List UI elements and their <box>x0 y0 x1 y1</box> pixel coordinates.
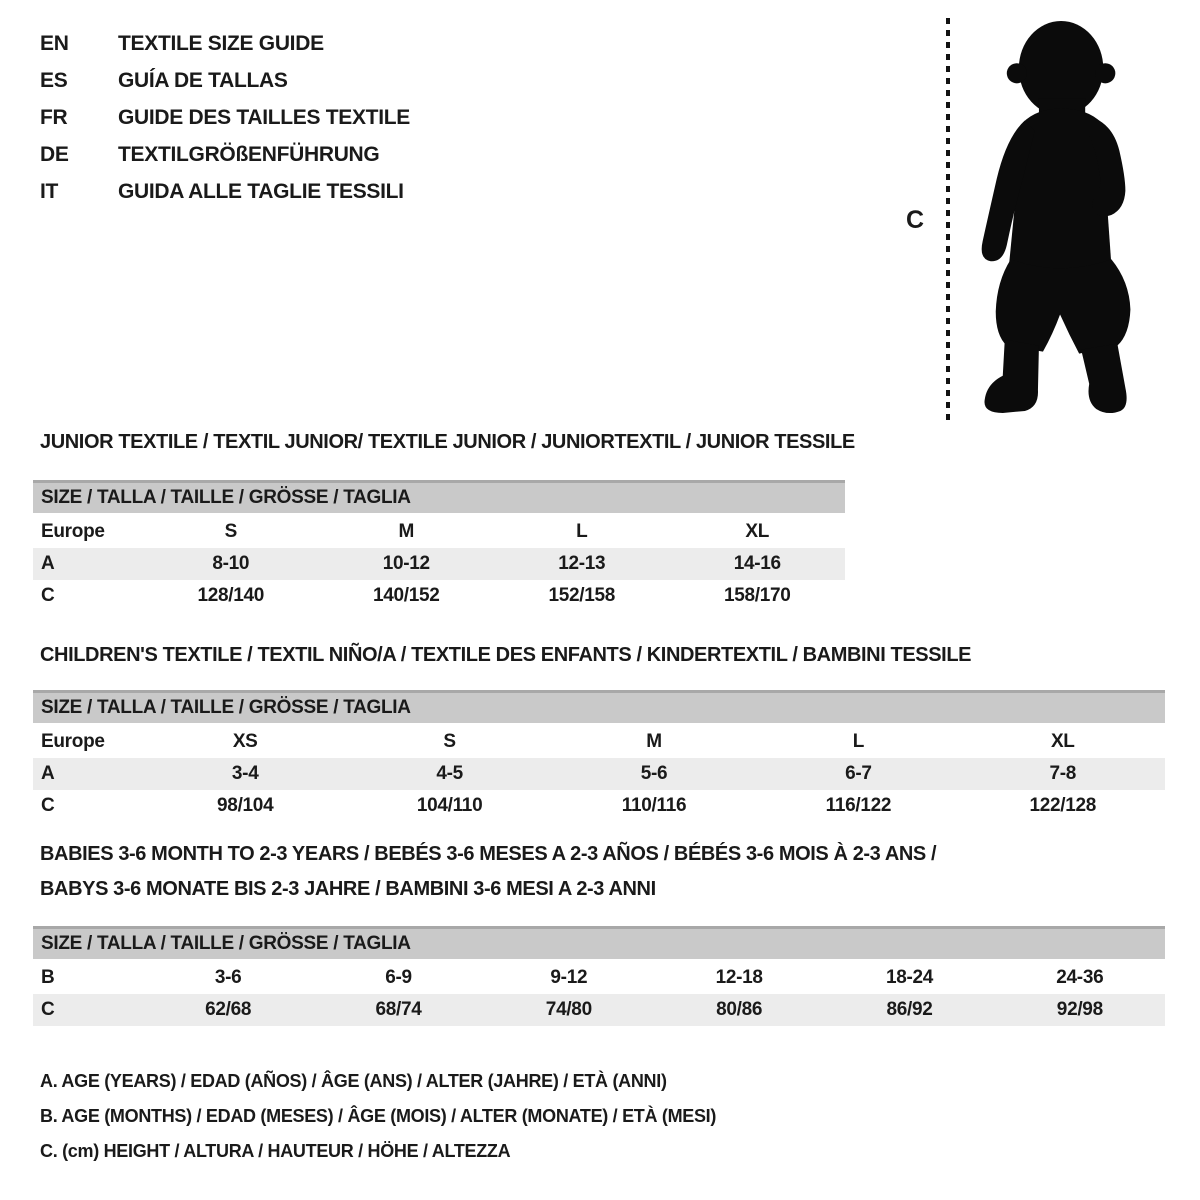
row-label: C <box>41 585 55 606</box>
table-row-height <box>33 994 1165 1026</box>
table-cell: 98/104 <box>217 795 274 816</box>
toddler-silhouette-image <box>958 18 1140 420</box>
language-title: TEXTILGRÖßENFÜHRUNG <box>118 143 380 166</box>
junior-size-table <box>33 480 845 612</box>
table-row-age <box>33 758 1165 790</box>
table-cell: 9-12 <box>550 967 588 988</box>
table-row-europe <box>33 726 1165 758</box>
language-title-list <box>40 25 410 210</box>
language-title: GUÍA DE TALLAS <box>118 69 288 92</box>
row-label: Europe <box>41 521 105 542</box>
table-row-height <box>33 580 845 612</box>
language-code: FR <box>40 106 68 129</box>
table-row-age <box>33 548 845 580</box>
babies-section-title-line1: BABIES 3-6 MONTH TO 2-3 YEARS / BEBÉS 3-6 MESES A 2-3 AÑOS / BÉBÉS 3-6 MOIS À 2-3 ANS / <box>40 843 937 865</box>
table-cell: 7-8 <box>1049 763 1077 784</box>
table-cell: 4-5 <box>436 763 463 784</box>
height-measure-label: C <box>906 206 925 234</box>
junior-section-title: JUNIOR TEXTILE / TEXTIL JUNIOR/ TEXTILE JUNIOR / JUNIORTEXTIL / JUNIOR TESSILE <box>40 431 855 453</box>
row-label: Europe <box>41 731 105 752</box>
table-cell: 6-9 <box>385 967 412 988</box>
table-cell: 3-4 <box>231 763 259 784</box>
table-cell: 10-12 <box>382 553 430 574</box>
children-section-title: CHILDREN'S TEXTILE / TEXTIL NIÑO/A / TEXTILE DES ENFANTS / KINDERTEXTIL / BAMBINI TESSILE <box>40 644 972 666</box>
table-cell: 14-16 <box>733 553 781 574</box>
table-cell: XS <box>232 731 258 752</box>
table-cell: XL <box>1050 731 1075 752</box>
language-row-de <box>40 136 410 173</box>
language-row-fr <box>40 99 410 136</box>
height-measure-dashed-line <box>946 18 950 420</box>
table-cell: 5-6 <box>640 763 668 784</box>
table-cell: S <box>224 521 237 542</box>
table-cell: 18-24 <box>885 967 934 988</box>
row-label: C <box>41 999 55 1020</box>
row-label: A <box>41 553 55 574</box>
table-cell: 62/68 <box>205 999 252 1020</box>
table-cell: 128/140 <box>197 585 265 606</box>
table-cell: 12-18 <box>715 967 763 988</box>
legend-line-a: A. AGE (YEARS) / EDAD (AÑOS) / ÂGE (ANS) / ALTER (JAHRE) / ETÀ (ANNI) <box>40 1071 667 1091</box>
table-row-europe <box>33 516 845 548</box>
table-cell: XL <box>745 521 770 542</box>
table-cell: M <box>646 731 662 752</box>
table-cell: 3-6 <box>214 967 242 988</box>
table-cell: L <box>576 521 588 542</box>
table-cell: L <box>852 731 865 752</box>
table-cell: 104/110 <box>416 795 483 816</box>
table-cell: 24-36 <box>1056 967 1104 988</box>
table-cell: M <box>398 521 415 542</box>
language-code: EN <box>40 32 69 55</box>
language-code: DE <box>40 143 69 166</box>
language-row-it <box>40 173 410 210</box>
table-cell: 152/158 <box>548 585 616 606</box>
row-label: C <box>41 795 55 816</box>
table-cell: 12-13 <box>558 553 606 574</box>
row-label: B <box>41 967 55 988</box>
size-table-header: SIZE / TALLA / TAILLE / GRÖSSE / TAGLIA <box>33 480 845 513</box>
babies-size-table <box>33 926 1165 1026</box>
table-cell: 68/74 <box>375 999 422 1020</box>
language-code: ES <box>40 69 68 92</box>
language-title: GUIDE DES TAILLES TEXTILE <box>118 106 410 129</box>
language-row-es <box>40 62 410 99</box>
table-cell: 140/152 <box>372 585 440 606</box>
babies-section-title-line2: BABYS 3-6 MONATE BIS 2-3 JAHRE / BAMBINI 3-6 MESI A 2-3 ANNI <box>40 878 656 900</box>
row-label: A <box>41 763 55 784</box>
table-cell: 110/116 <box>621 795 687 816</box>
table-row-height <box>33 790 1165 822</box>
table-cell: 122/128 <box>1029 795 1097 816</box>
language-row-en <box>40 25 410 62</box>
legend-line-c: C. (cm) HEIGHT / ALTURA / HAUTEUR / HÖHE / ALTEZZA <box>40 1141 511 1161</box>
size-table-header: SIZE / TALLA / TAILLE / GRÖSSE / TAGLIA <box>33 926 1165 959</box>
table-row-age-months <box>33 962 1165 994</box>
language-title: GUIDA ALLE TAGLIE TESSILI <box>118 180 404 203</box>
table-cell: 6-7 <box>845 763 872 784</box>
size-table-header: SIZE / TALLA / TAILLE / GRÖSSE / TAGLIA <box>33 690 1165 723</box>
language-title: TEXTILE SIZE GUIDE <box>118 32 324 55</box>
legend-line-b: B. AGE (MONTHS) / EDAD (MESES) / ÂGE (MOIS) / ALTER (MONATE) / ETÀ (MESI) <box>40 1106 717 1126</box>
table-cell: 74/80 <box>545 999 592 1020</box>
table-cell: 158/170 <box>723 585 791 606</box>
table-cell: 80/86 <box>716 999 763 1020</box>
children-size-table <box>33 690 1165 822</box>
table-cell: 86/92 <box>886 999 933 1020</box>
table-cell: 116/122 <box>825 795 892 816</box>
language-code: IT <box>40 180 59 203</box>
table-cell: S <box>443 731 456 752</box>
measurement-legend <box>40 1064 716 1169</box>
table-cell: 8-10 <box>212 553 250 574</box>
table-cell: 92/98 <box>1056 999 1103 1020</box>
